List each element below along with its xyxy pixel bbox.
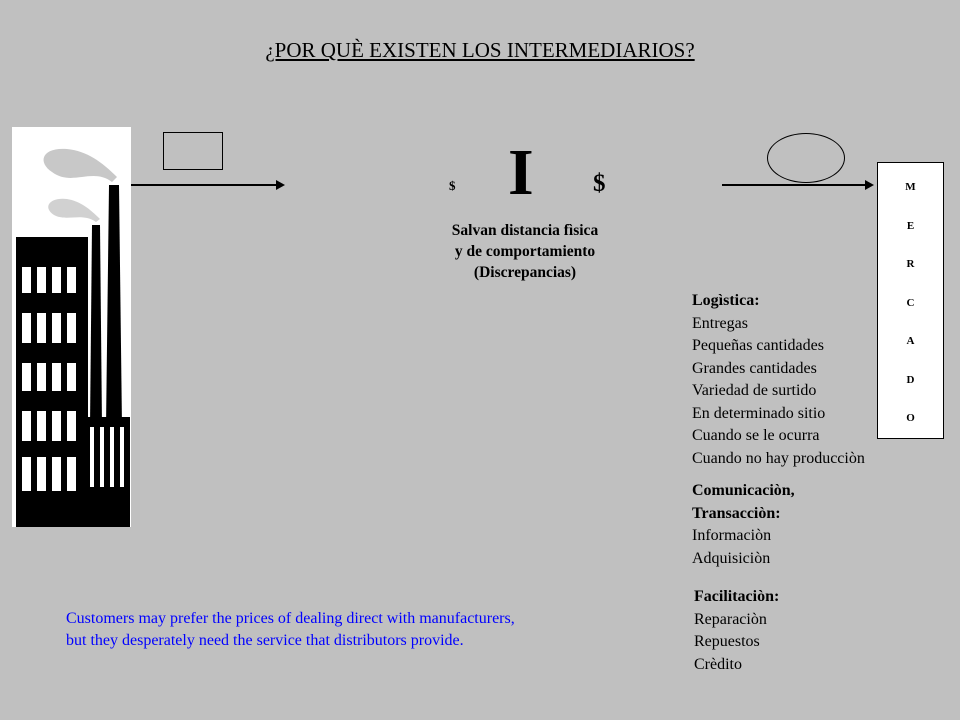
list-item: Informaciòn	[692, 527, 772, 544]
market-letter: D	[906, 373, 915, 386]
note-line: but they desperately need the service that distributors provide.	[66, 632, 464, 649]
logistics-heading: Logìstica:	[692, 292, 760, 309]
market-letter: E	[906, 219, 915, 232]
intermediary-caption	[410, 220, 640, 283]
market-letter: C	[906, 296, 915, 309]
caption-line: Salvan distancia fìsica	[451, 222, 599, 239]
list-item: Grandes cantidades	[692, 359, 817, 377]
list-item: Variedad de surtido	[692, 382, 817, 399]
factory-icon	[12, 127, 131, 527]
caption-line: y de comportamiento	[454, 243, 596, 260]
market-letter: M	[905, 181, 916, 193]
market-box	[877, 162, 944, 439]
list-item: Reparaciòn	[694, 610, 767, 628]
communication-heading: Transacciòn:	[692, 504, 781, 522]
large-dollar-symbol: $	[593, 170, 606, 197]
oval-shape	[767, 133, 845, 183]
list-item: Cuando se le ocurra	[692, 427, 820, 444]
caption-line: (Discrepancias)	[473, 264, 577, 281]
list-item: Repuestos	[694, 633, 760, 650]
communication-heading: Comunicaciòn,	[692, 482, 795, 499]
logistics-list	[692, 290, 865, 470]
page-title: ¿POR QUÈ EXISTEN LOS INTERMEDIARIOS?	[265, 38, 695, 62]
list-item: Pequeñas cantidades	[692, 337, 824, 354]
product-box-shape	[163, 132, 223, 170]
arrow-to-intermediary	[131, 184, 283, 186]
arrow-to-market	[722, 184, 872, 186]
note-text	[66, 608, 515, 652]
intermediary-letter: I	[508, 136, 534, 209]
market-letter: O	[906, 412, 915, 424]
communication-list	[692, 480, 795, 570]
market-letter: R	[906, 258, 915, 270]
facilitation-heading: Facilitaciòn:	[694, 588, 780, 605]
list-item: Cuando no hay producciòn	[692, 449, 865, 467]
list-item: Crèdito	[694, 655, 742, 673]
factory-illustration	[12, 127, 131, 527]
facilitation-list	[694, 586, 779, 676]
small-dollar-symbol: $	[449, 178, 456, 193]
list-item: Entregas	[692, 314, 748, 332]
note-line: Customers may prefer the prices of dealing direct with manufacturers,	[66, 610, 515, 627]
list-item: En determinado sitio	[692, 404, 826, 422]
list-item: Adquisiciòn	[692, 549, 771, 567]
market-letter: A	[906, 335, 915, 347]
